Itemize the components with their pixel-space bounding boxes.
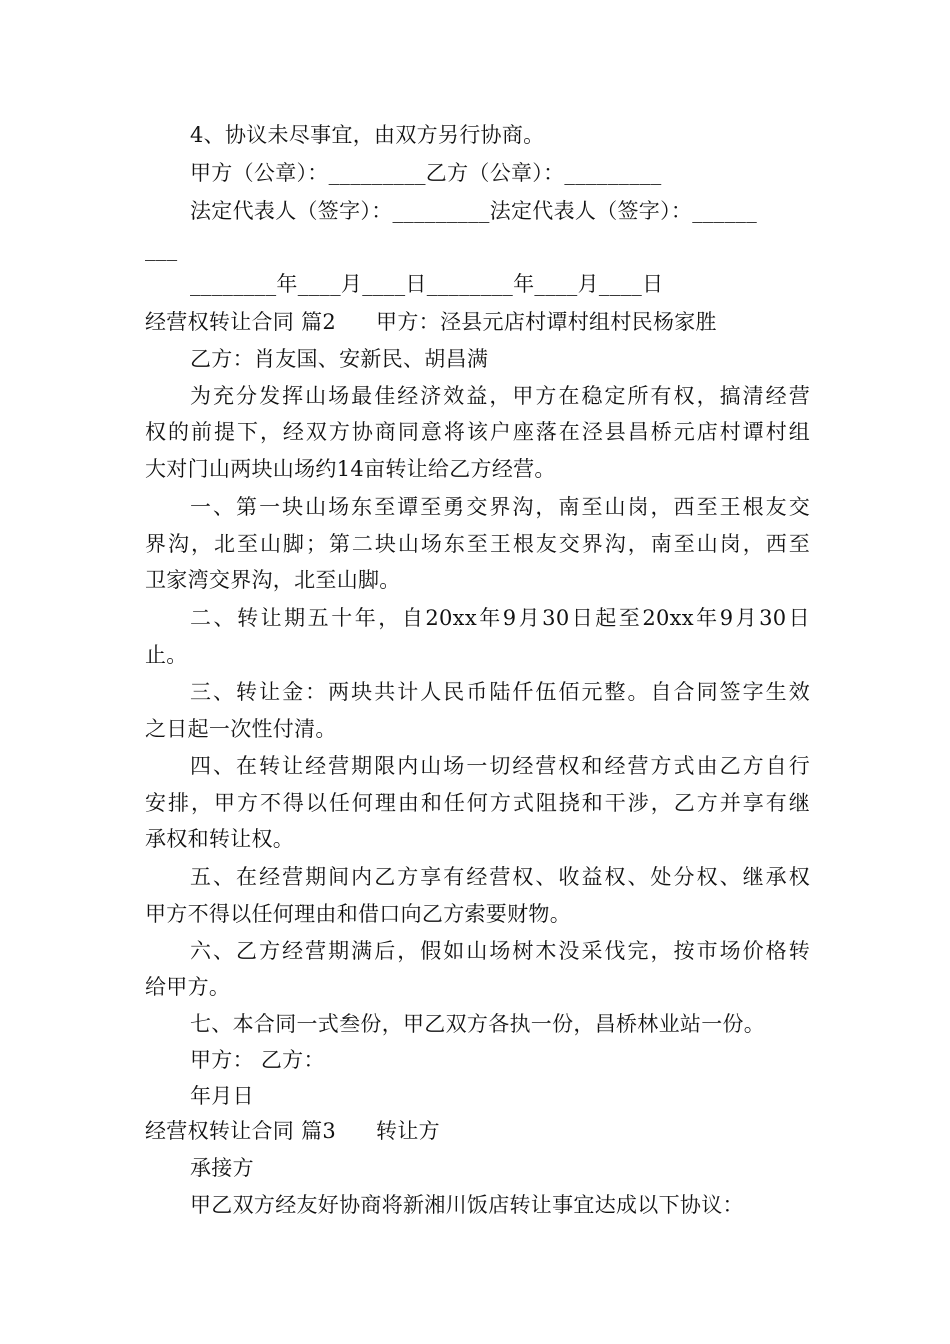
clause-7: 七、本合同一式叁份，甲乙双方各执一份，昌桥林业站一份。 — [190, 1012, 766, 1036]
clause-4-b-cont: 承权和转让权。 — [145, 827, 295, 851]
clause-6-cont: 给甲方。 — [145, 975, 231, 999]
clause-2-cont: 止。 — [145, 643, 188, 667]
paragraph-line: 大对门山两块山场约14亩转让给乙方经营。 — [145, 457, 556, 481]
paragraph-line: 权的前提下，经双方协商同意将该户座落在泾县昌桥元店村谭村组 — [145, 420, 810, 444]
date-line: ________年____月____日________年____月____日 — [190, 272, 664, 296]
clause-2: 二、转让期五十年，自20xx年9月30日起至20xx年9月30日 — [190, 606, 810, 630]
signature-parties: 甲方： 乙方： — [190, 1048, 325, 1072]
clause-4-b-cont: 安排，甲方不得以任何理由和任何方式阻挠和干涉，乙方并享有继 — [145, 791, 810, 815]
clause-6: 六、乙方经营期满后，假如山场树木没采伐完，按市场价格转 — [190, 939, 810, 963]
signature-line: 法定代表人（签字）：_________法定代表人（签字）：______ — [190, 199, 757, 223]
seal-line: 甲方（公章）：_________乙方（公章）：_________ — [190, 161, 662, 185]
heading-title: 经营权转让合同 篇3 — [145, 1119, 337, 1143]
agreement-intro: 甲乙双方经友好协商将新湘川饭店转让事宜达成以下协议： — [190, 1193, 744, 1217]
party-a-line: 甲方：泾县元店村谭村组村民杨家胜 — [376, 310, 717, 334]
clause-1-cont: 界沟，北至山脚；第二块山场东至王根友交界沟，南至山岗，西至 — [145, 532, 810, 556]
date-placeholder: 年月日 — [190, 1084, 254, 1108]
heading-title: 经营权转让合同 篇2 — [145, 310, 337, 334]
party-b-line: 乙方：肖友国、安新民、胡昌满 — [190, 347, 489, 371]
clause-4-b: 四、在转让经营期限内山场一切经营权和经营方式由乙方自行 — [190, 754, 810, 778]
signature-line-wrap: ___ — [145, 237, 178, 261]
clause-5: 五、在经营期间内乙方享有经营权、收益权、处分权、继承权 — [190, 865, 810, 889]
clause-4: 4、协议未尽事宜，由双方另行协商。 — [190, 123, 545, 147]
transferee-label: 承接方 — [190, 1156, 254, 1180]
clause-1-cont: 卫家湾交界沟，北至山脚。 — [145, 568, 401, 592]
clause-5-cont: 甲方不得以任何理由和借口向乙方索要财物。 — [145, 902, 571, 926]
contract-heading-2 — [145, 304, 810, 340]
contract-heading-3 — [145, 1113, 810, 1149]
clause-3-cont: 之日起一次性付清。 — [145, 717, 337, 741]
transferor-label: 转让方 — [376, 1119, 440, 1143]
clause-3: 三、转让金：两块共计人民币陆仟伍佰元整。自合同签字生效 — [190, 680, 810, 704]
paragraph-line: 为充分发挥山场最佳经济效益，甲方在稳定所有权，搞清经营 — [190, 384, 810, 408]
clause-1: 一、第一块山场东至谭至勇交界沟，南至山岗，西至王根友交 — [190, 495, 810, 519]
